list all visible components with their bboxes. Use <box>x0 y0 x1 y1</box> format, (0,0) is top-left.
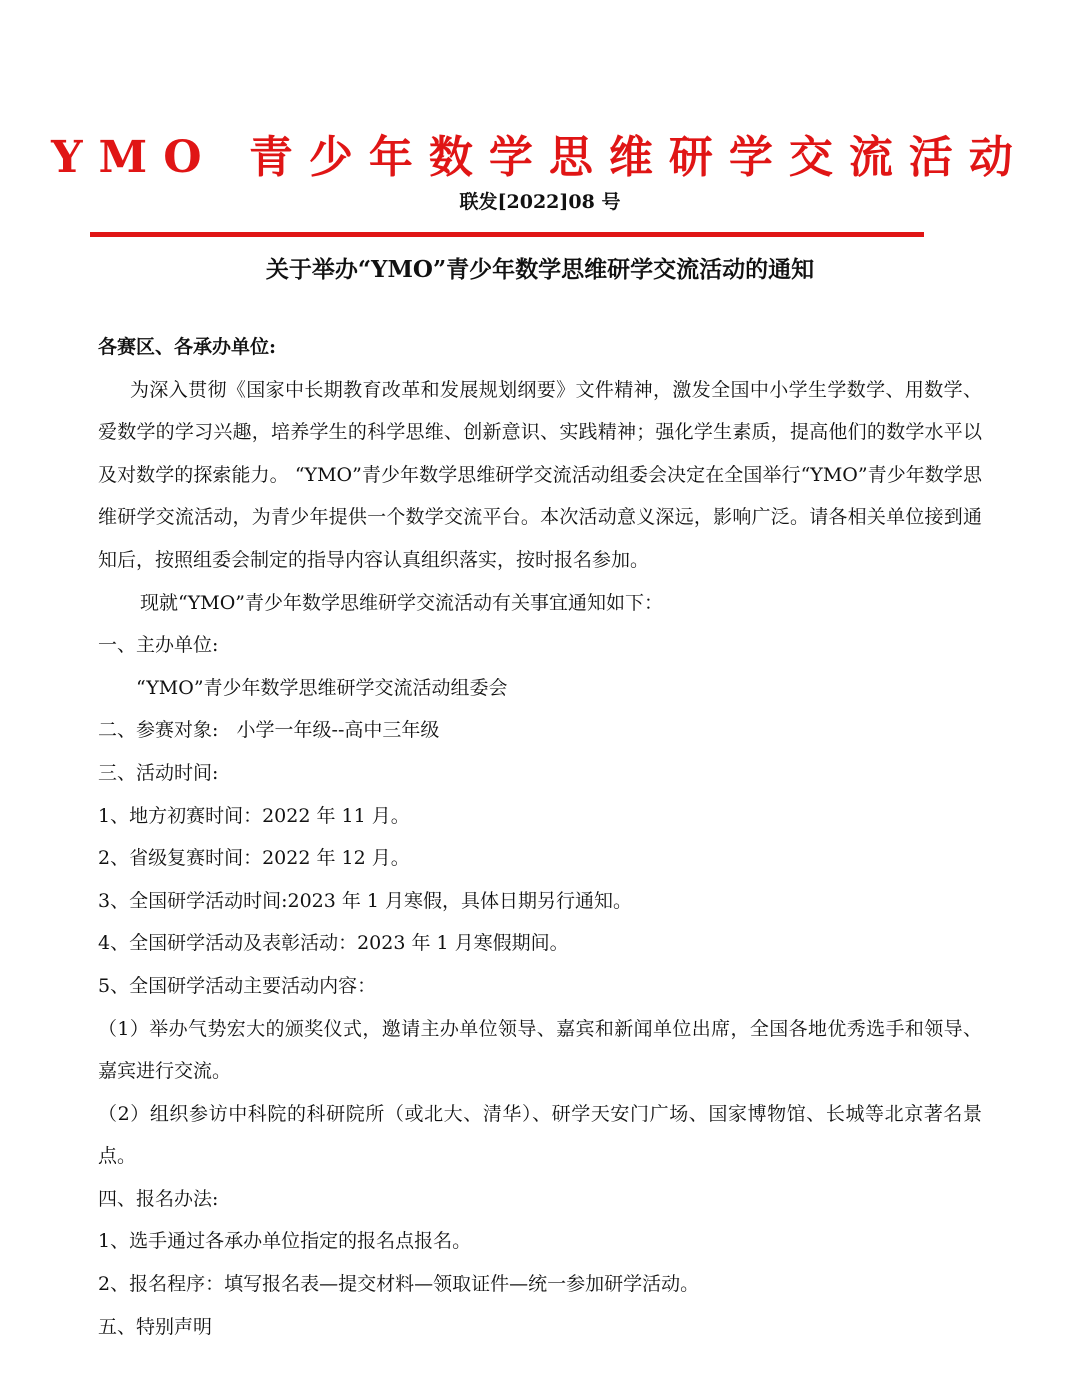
activity-1: （1）举办气势宏大的颁奖仪式，邀请主办单位领导、嘉宾和新闻单位出席，全国各地优秀选手和领导、嘉宾进行交流。 <box>98 1017 982 1083</box>
list-item: 5、全国研学活动主要活动内容： <box>98 974 377 997</box>
salutation: 各赛区、各承办单位: <box>98 336 277 358</box>
list-item: 2、报名程序：填写报名表—提交材料—领取证件—统一参加研学活动。 <box>98 1273 700 1296</box>
document-number: 联发[2022]08 号 <box>459 191 621 213</box>
section-1-content: “YMO”青少年数学思维研学交流活动组委会 <box>136 676 508 699</box>
list-item: 2、省级复赛时间：2022 年 12 月。 <box>98 847 410 870</box>
red-divider <box>90 232 924 237</box>
list-item: 3、全国研学活动时间:2023 年 1 月寒假，具体日期另行通知。 <box>98 889 633 912</box>
activity-2: （2）组织参访中科院的科研院所（或北大、清华）、研学天安门广场、国家博物馆、长城等北京著名景点。 <box>98 1102 982 1168</box>
notice-body <box>98 326 982 1348</box>
intro-paragraph: 为深入贯彻《国家中长期教育改革和发展规划纲要》文件精神，激发全国中小学生学数学、用数学、爱数学的学习兴趣，培养学生的科学思维、创新意识、实践精神；强化学生素质，提高他们的数学水平以及对数学的探索能力。 “YMO”青少年数学思维研学交流活动组委会决定在全国举行“YMO”青少年数学思维研学交流活动，为青少年提供一个数学交流平台。本次活动意义深远，影响广泛。请各相关单位接到通知后，按照组委会制定的指导内容认真组织落实，按时报名参加。 <box>98 378 982 571</box>
list-item: 4、全国研学活动及表彰活动：2023 年 1 月寒假期间。 <box>98 932 569 955</box>
section-5-title: 五、特别声明 <box>98 1315 213 1338</box>
section-1-title: 一、主办单位: <box>98 634 219 657</box>
section-2-line: 二、参赛对象: 小学一年级--高中三年级 <box>98 719 440 742</box>
notice-heading: 关于举办“YMO”青少年数学思维研学交流活动的通知 <box>265 256 815 283</box>
document-title: YMO 青少年数学思维研学交流活动 <box>51 132 1029 183</box>
section-4-title: 四、报名办法: <box>98 1187 219 1210</box>
section-3-title: 三、活动时间: <box>98 761 219 784</box>
lead-line: 现就“YMO”青少年数学思维研学交流活动有关事宜通知如下： <box>140 591 664 614</box>
list-item: 1、地方初赛时间：2022 年 11 月。 <box>98 804 410 827</box>
list-item: 1、选手通过各承办单位指定的报名点报名。 <box>98 1230 472 1253</box>
